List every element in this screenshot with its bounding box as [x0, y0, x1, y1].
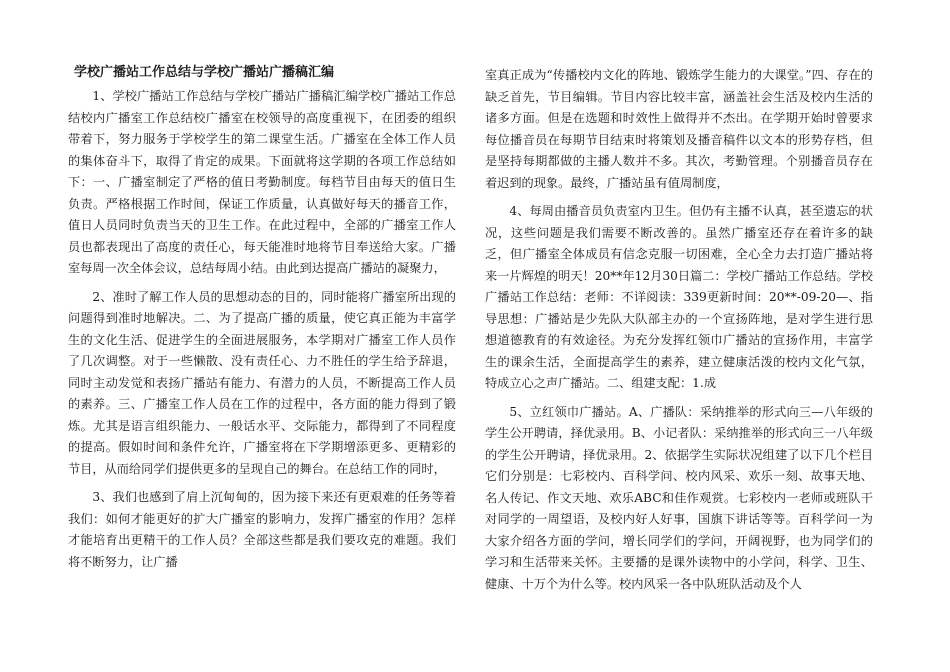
paragraph-3: 3、我们也感到了肩上沉甸甸的，因为接下来还有更艰难的任务等着我们：如何才能更好的扩大广播室的影响力，发挥广播室的作用？怎样才能培育出更精干的工作人员？全部这些都是我们要攻克的难题。我们将不断努力，让广播 [68, 490, 456, 569]
paragraph-4: 4、每周由播音员负责室内卫生。但仍有主播不认真，甚至遗忘的状况，这些问题是我们需要不断改善的。虽然广播室还存在着许多的缺乏，但广播室全体成员有信念克服一切困难，全心全力去打造广播站将来一片辉煌的明天！20**年12月30日篇二：学校广播站工作总结。学校广播站工作总结：老师：不详阅读：339更新时间：20**-09-20—、指导思想：广播站是少先队大队部主办的一个宣扬阵地，是对学生进行思想道德教育的有效途径。为充分发挥红领巾广播站的宣扬作用，丰富学生的课余生活，全面提高学生的素养，建立健康活泼的校内文化气氛，特成立心之声广播站。二、组建支配：1.成 [485, 204, 873, 390]
paragraph-2: 2、准时了解工作人员的思想动态的目的，同时能将广播室所出现的问题得到准时地解决。二、为了提高广播的质量，使它真正能为丰富学生的文化生活、促进学生的全面进展服务，本学期对广播室工作人员作了几次调整。对于一些懒散、没有责任心、力不胜任的学生给予辞退，同时主动发觉和表扬广播站有能力、有潜力的人员，不断提高工作人员的素养。三、广播室工作人员在工作的过程中，各方面的能力得到了锻炼。尤其是语言组织能力、一般话水平、交际能力，都得到了不同程度的提高。假如时间和条件允许，广播室将在下学期增添更多、更精彩的节目，从而给同学们提供更多的呈现自己的舞台。在总结工作的同时， [68, 289, 456, 476]
left-column [68, 62, 456, 580]
document-title: 学校广播站工作总结与学校广播站广播稿汇编 [74, 65, 335, 80]
paragraph-3-continued: 室真正成为“传播校内文化的阵地、锻炼学生能力的大课堂。”四、存在的缺乏首先，节目编辑。节目内容比较丰富，涵盖社会生活及校内生活的诸多方面。但是在选题和时效性上做得并不杰出。在学期开始时曾要求每位播音员在每期节目结束时将策划及播音稿件以文本的形势存档，但是坚持每期都做的主播人数并不多。其次，考勤管理。个别播音员存在着迟到的现象。最终，广播站虽有值周制度， [485, 68, 873, 190]
paragraph-5: 5、立红领巾广播站。A、广播队：采纳推举的形式向三—八年级的学生公开聘请，择优录用。B、小记者队：采纳推举的形式向三一八年级的学生公开聘请，择优录用。2、依据学生实际状况组建了以下几个栏目它们分别是：七彩校内、百科学问、校内风采、欢乐一刻、故事天地、名人传记、作文天地、欢乐ABC和佳作观赏。七彩校内一老师或班队干对同学的一周望语，及校内好人好事，国旗下讲话等等。百科学问一为大家介绍各方面的学问，增长同学们的学问，开阔视野，也为同学们的学习和生活带来关怀。主要播的是课外读物中的小学问，科学、卫生、健康、十万个为什么等。校内风采一各中队班队活动及个人 [485, 404, 873, 591]
right-column [485, 65, 873, 602]
paragraph-1: 1、学校广播站工作总结与学校广播站广播稿汇编学校广播站工作总结校内广播室工作总结校广播室在校领导的高度重视下，在团委的组织带着下，努力服务于学校学生的第二课堂生活。广播室在全体工作人员的集体奋斗下，取得了肯定的成果。下面就将这学期的各项工作总结如下：一、广播室制定了严格的值日考勤制度。每档节目由每天的值日生负责。严格根据工作时间，保证工作质量，认真做好每天的播音工作，值日人员同时负责当天的卫生工作。在此过程中，全部的广播室工作人员也都表现出了高度的责任心，每天能准时地将节目奉送给大家。广播室每周一次全体会议，总结每周小结。由此到达提高广播站的凝聚力， [68, 89, 456, 275]
